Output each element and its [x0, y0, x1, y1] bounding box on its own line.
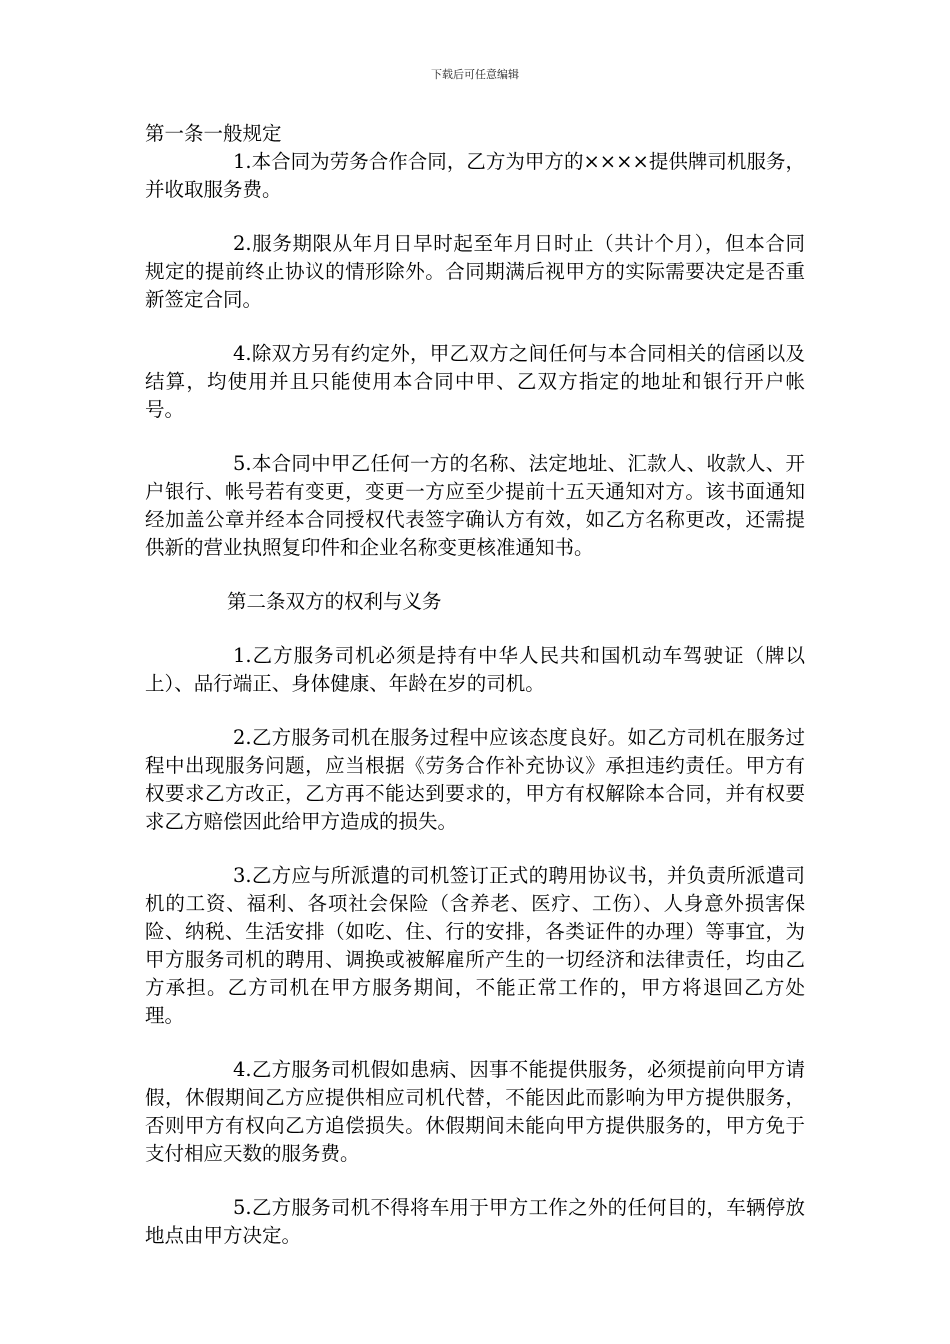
clause-paragraph: 5.本合同中甲乙任何一方的名称、法定地址、汇款人、收款人、开户银行、帐号若有变更，变更一方应至少提前十五天通知对方。该书面通知经加盖公章并经本合同授权代表签字确认方有效，如乙方名称更改，还需提供新的营业执照复印件和企业名称变更核准通知书。: [145, 452, 805, 559]
clause-paragraph: 1.乙方服务司机必须是持有中华人民共和国机动车驾驶证（牌以上）、品行端正、身体健康、年龄在岁的司机。: [145, 644, 805, 695]
clause-paragraph: 2.乙方服务司机在服务过程中应该态度良好。如乙方司机在服务过程中出现服务问题，应当根据《劳务合作补充协议》承担违约责任。甲方有权要求乙方改正，乙方再不能达到要求的，甲方有权解除本合同，并有权要求乙方赔偿因此给甲方造成的损失。: [145, 726, 805, 833]
section-title-rights-obligations: 第二条双方的权利与义务: [227, 590, 442, 613]
clause-paragraph: 5.乙方服务司机不得将车用于甲方工作之外的任何目的，车辆停放地点由甲方决定。: [145, 1196, 805, 1247]
section-title-general-provisions: 第一条一般规定: [145, 122, 282, 145]
clause-paragraph: 4.除双方另有约定外，甲乙双方之间任何与本合同相关的信函以及结算，均使用并且只能使用本合同中甲、乙双方指定的地址和银行开户帐号。: [145, 342, 805, 421]
document-body: [145, 120, 805, 1276]
clause-paragraph: 3.乙方应与所派遣的司机签订正式的聘用协议书，并负责所派遣司机的工资、福利、各项社会保险（含养老、医疗、工伤）、人身意外损害保险、纳税、生活安排（如吃、住、行的安排，各类证件的办理）等事宜，为甲方服务司机的聘用、调换或被解雇所产生的一切经济和法律责任，均由乙方承担。乙方司机在甲方服务期间，不能正常工作的，甲方将退回乙方处理。: [145, 864, 805, 1027]
page-header: 下载后可任意编辑: [431, 68, 519, 81]
clause-paragraph: 2.服务期限从年月日早时起至年月日时止（共计个月），但本合同规定的提前终止协议的情形除外。合同期满后视甲方的实际需要决定是否重新签定合同。: [145, 232, 805, 311]
clause-paragraph: 4.乙方服务司机假如患病、因事不能提供服务，必须提前向甲方请假，休假期间乙方应提供相应司机代替，不能因此而影响为甲方提供服务，否则甲方有权向乙方追偿损失。休假期间未能向甲方提供服务的，甲方免于支付相应天数的服务费。: [145, 1058, 805, 1165]
clause-paragraph: 1.本合同为劳务合作合同，乙方为甲方的××××提供牌司机服务，并收取服务费。: [145, 150, 805, 201]
